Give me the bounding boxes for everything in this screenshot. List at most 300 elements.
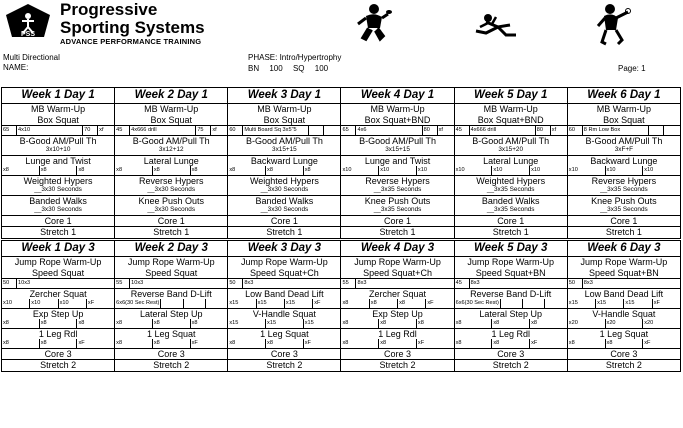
max-values	[248, 64, 328, 74]
exercise-2: Zercher Squat	[29, 288, 87, 299]
sets-row	[341, 339, 453, 348]
set-value: 45	[455, 126, 470, 134]
main-exercise: Speed Squat+Ch	[341, 268, 453, 280]
exercise-3: Backward Lunge	[250, 155, 318, 166]
warmup-exercise: Jump Rope Warm-Up	[580, 257, 668, 267]
sets-row	[228, 166, 340, 175]
exercise-4: Reverse Hypers	[138, 175, 204, 186]
day-cell	[455, 241, 567, 371]
core-exercise: Core 3	[2, 349, 114, 361]
core-exercise: Core 3	[228, 349, 340, 361]
exercise-4: 1 Leg Rdl	[378, 328, 417, 339]
sets-row	[228, 339, 340, 348]
main-exercise: Box Squat	[228, 115, 340, 127]
set-value	[649, 126, 664, 134]
set-value: x15	[228, 299, 256, 307]
exercise-2-sets: 3x10+10	[2, 146, 114, 155]
exercise-3: Exp Step Up	[32, 308, 84, 319]
set-value: x10	[455, 166, 493, 174]
sets-row	[455, 299, 567, 308]
main-exercise: Box Squat	[568, 115, 680, 127]
week-column-block1	[567, 88, 680, 239]
set-value: x20	[644, 320, 654, 327]
week-day-title: Week 4 Day 3	[341, 241, 453, 257]
set-value: x8	[492, 339, 530, 347]
set-value: x8	[228, 166, 266, 174]
set-value: x8	[191, 167, 198, 174]
exercise-4: 1 Leg Squat	[260, 328, 309, 339]
set-value: 45	[455, 279, 470, 287]
exercise-3: Lunge and Twist	[25, 155, 91, 166]
stretch-exercise: Stretch 1	[492, 227, 529, 238]
exercise-4-sets: __3x35 Seconds	[568, 186, 680, 195]
sets-row	[228, 126, 340, 135]
set-value: x8	[492, 319, 530, 327]
set-value: x8	[153, 339, 191, 347]
exercise-2: B-Good AM/Pull Th	[585, 135, 663, 146]
exercise-2: B-Good AM/Pull Th	[132, 135, 210, 146]
sets-row	[568, 339, 680, 348]
set-value: x8	[2, 339, 40, 347]
set-value: xF	[191, 340, 198, 347]
main-exercise: Speed Squat+BN	[568, 268, 680, 280]
set-value: x10	[30, 299, 58, 307]
set-value: 70	[83, 126, 98, 134]
set-value: x15	[596, 299, 624, 307]
set-value: xF	[417, 340, 425, 347]
sets-row	[115, 166, 227, 175]
week-day-title: Week 1 Day 1	[2, 88, 114, 104]
core-exercise: Core 1	[455, 216, 567, 228]
main-exercise: Box Squat	[2, 115, 114, 127]
sets-row	[115, 299, 227, 308]
day-cell	[2, 241, 114, 371]
sets-row	[341, 166, 453, 175]
sq-value: 100	[314, 64, 329, 73]
set-value: 60	[228, 126, 243, 134]
set-value: x8	[417, 320, 424, 327]
set-value: x8	[191, 320, 198, 327]
set-value: 6x6(30 Sec Rest)	[116, 300, 160, 307]
exercise-4: Weighted Hypers	[476, 175, 546, 186]
exercise-5-sets: __3x30 Seconds	[115, 206, 227, 215]
week-column-block2	[454, 241, 567, 372]
set-value: x8	[568, 339, 606, 347]
set-value: x15	[568, 299, 596, 307]
sets-row	[2, 319, 114, 328]
set-value: 50	[228, 279, 243, 287]
core-exercise: Core 3	[568, 349, 680, 361]
exercise-4: 1 Leg Squat	[599, 328, 649, 339]
name-label: NAME:	[3, 63, 29, 72]
exercise-5: Knee Push Outs	[591, 195, 657, 206]
set-value: x15	[285, 299, 313, 307]
set-value: x10	[568, 166, 606, 174]
stretch-exercise: Stretch 2	[605, 360, 642, 371]
set-value: 65	[341, 126, 356, 134]
phase-label: PHASE: Intro/Hypertrophy	[248, 53, 342, 62]
week-day-title: Week 5 Day 3	[455, 241, 567, 257]
day-cell	[228, 241, 340, 371]
sets-row	[568, 126, 680, 135]
set-value: xF	[304, 340, 311, 347]
exercise-2: Low Band Dead Lift	[584, 288, 664, 299]
set-value: x10	[2, 299, 30, 307]
set-value: 80	[423, 126, 438, 134]
bn-value: 100	[269, 64, 283, 73]
day-cell	[341, 241, 453, 371]
exercise-3: Exp Step Up	[372, 308, 423, 319]
set-value	[184, 299, 206, 307]
week-day-title: Week 6 Day 3	[568, 241, 680, 257]
week-day-title: Week 1 Day 3	[2, 241, 114, 257]
set-value: x8	[78, 320, 85, 327]
exercise-2-sets: 3x15+20	[455, 146, 567, 155]
exercise-5-sets: __3x30 Seconds	[228, 206, 340, 215]
exercise-2: B-Good AM/Pull Th	[19, 135, 97, 146]
sets-row	[568, 166, 680, 175]
sets-row	[568, 279, 680, 288]
set-value: x15	[304, 320, 314, 327]
sets-row	[2, 299, 114, 308]
core-exercise: Core 1	[115, 216, 227, 228]
warmup-exercise: MB Warm-Up	[257, 104, 312, 114]
set-value	[309, 126, 324, 134]
warmup-exercise: MB Warm-Up	[483, 104, 538, 114]
set-value: xf	[99, 127, 104, 134]
sets-row	[455, 166, 567, 175]
main-exercise: Box Squat+BND	[455, 115, 567, 127]
exercise-4-sets: __3x30 Seconds	[115, 186, 227, 195]
stretch-exercise: Stretch 2	[266, 360, 303, 371]
set-value: x8	[2, 319, 40, 327]
week-column-block1	[341, 88, 454, 239]
sets-row	[455, 339, 567, 348]
warmup-exercise: Jump Rope Warm-Up	[467, 257, 555, 267]
brand-line2: Sporting Systems	[60, 18, 205, 37]
set-value: 8x3	[357, 280, 367, 287]
set-value: 4x10	[17, 126, 83, 134]
set-value: 60	[568, 126, 583, 134]
sets-row	[228, 299, 340, 308]
set-value: 75	[196, 126, 211, 134]
exercise-3: V-Handle Squat	[252, 308, 316, 319]
core-exercise: Core 3	[115, 349, 227, 361]
set-value	[501, 299, 523, 307]
main-exercise: Speed Squat	[2, 268, 114, 280]
set-value: x8	[115, 319, 153, 327]
stretch-exercise: Stretch 2	[379, 360, 416, 371]
set-value: x8	[115, 339, 153, 347]
sets-row	[2, 166, 114, 175]
day-cell	[228, 88, 340, 238]
sets-row	[2, 339, 114, 348]
set-value: x20	[606, 319, 644, 327]
week-column-block1	[2, 88, 115, 239]
set-value: x8	[78, 167, 85, 174]
main-exercise: Speed Squat+BN	[455, 268, 567, 280]
week-day-title: Week 2 Day 1	[115, 88, 227, 104]
set-value: x8	[341, 319, 379, 327]
week-column-block2	[115, 241, 228, 372]
set-value: xf	[212, 127, 217, 134]
set-value: 55	[341, 279, 356, 287]
bn-label: BN	[248, 64, 260, 73]
set-value: x8	[40, 339, 78, 347]
set-value: 4x6	[356, 126, 422, 134]
set-value: x8	[455, 319, 493, 327]
set-value: x8	[266, 339, 304, 347]
sets-row	[341, 319, 453, 328]
stretch-exercise: Stretch 2	[153, 360, 190, 371]
week-day-title: Week 5 Day 1	[455, 88, 567, 104]
exercise-2-sets: 3x15+15	[228, 146, 340, 155]
exercise-3: Backward Lunge	[590, 155, 658, 166]
exercise-5-sets: __3x30 Seconds	[2, 206, 114, 215]
exercise-4-sets: __3x35 Seconds	[341, 186, 453, 195]
set-value	[161, 299, 183, 307]
exercise-3: Lateral Step Up	[479, 308, 542, 319]
sets-row	[228, 279, 340, 288]
main-exercise: Box Squat+BND	[341, 115, 453, 127]
baseball-pitcher-icon	[594, 2, 632, 46]
sets-row	[115, 339, 227, 348]
stretch-exercise: Stretch 2	[40, 360, 77, 371]
exercise-3: Lateral Lunge	[483, 155, 539, 166]
set-value: 55	[115, 279, 130, 287]
set-value: x15	[624, 299, 652, 307]
sets-row	[341, 279, 453, 288]
exercise-3: Lateral Lunge	[143, 155, 199, 166]
set-value: x8	[379, 319, 417, 327]
exercise-3: Lunge and Twist	[364, 155, 431, 166]
core-exercise: Core 3	[455, 349, 567, 361]
week-column-block2	[567, 241, 680, 372]
exercise-2-sets: 3x15+15	[341, 146, 453, 155]
set-value: x15	[228, 319, 266, 327]
warmup-exercise: MB Warm-Up	[30, 104, 86, 114]
set-value: x15	[257, 299, 285, 307]
main-exercise: Speed Squat	[115, 268, 227, 280]
set-value: x10	[492, 166, 530, 174]
block2-table	[1, 240, 681, 372]
set-value: xF	[653, 300, 660, 307]
set-value: x8	[115, 166, 153, 174]
exercise-2: Zercher Squat	[369, 288, 427, 299]
core-exercise: Core 1	[228, 216, 340, 228]
week-column-block1	[228, 88, 341, 239]
exercise-3: V-Handle Squat	[592, 308, 656, 319]
set-value	[523, 299, 545, 307]
set-value: xF	[87, 300, 95, 307]
set-value: 8x3	[470, 280, 480, 287]
set-value: 6x6(30 Sec Rest)	[455, 300, 499, 307]
set-value: x10	[59, 299, 87, 307]
exercise-4: Reverse Hypers	[591, 175, 657, 186]
day-cell	[568, 241, 680, 371]
set-value: x8	[341, 339, 379, 347]
day-cell	[455, 88, 567, 238]
warmup-exercise: Jump Rope Warm-Up	[127, 257, 215, 267]
stretch-exercise: Stretch 1	[153, 227, 190, 238]
sets-row	[228, 319, 340, 328]
page-number: Page: 1	[618, 64, 646, 73]
set-value: xF	[531, 340, 538, 347]
set-value: x8	[40, 166, 78, 174]
set-value: Multi Board Sq 3x5"5	[243, 126, 309, 134]
set-value: 8x3	[244, 280, 254, 287]
exercise-4: Weighted Hypers	[23, 175, 93, 186]
day-cell	[568, 88, 680, 238]
set-value: x8	[228, 339, 266, 347]
logo-text: PSS	[20, 31, 36, 38]
football-player-icon	[352, 2, 392, 44]
week-day-title: Week 6 Day 1	[568, 88, 680, 104]
sets-row	[568, 319, 680, 328]
exercise-3: Lateral Step Up	[139, 308, 203, 319]
sets-row	[2, 279, 114, 288]
warmup-exercise: Jump Rope Warm-Up	[14, 257, 102, 267]
sets-row	[455, 319, 567, 328]
main-exercise: Speed Squat+Ch	[228, 268, 340, 280]
pss-logo	[4, 3, 52, 39]
exercise-4: Reverse Hypers	[365, 175, 430, 186]
stretch-exercise: Stretch 1	[379, 227, 416, 238]
set-value: 65	[2, 126, 17, 134]
set-value: 10x3	[131, 280, 144, 287]
brand-block	[60, 1, 205, 46]
day-cell	[115, 88, 227, 238]
sets-row	[568, 299, 680, 308]
brand-line1: Progressive	[60, 0, 158, 19]
exercise-5: Banded Walks	[255, 195, 314, 206]
exercise-2-sets: 3x12+12	[115, 146, 227, 155]
set-value: x8	[153, 319, 191, 327]
set-value: 8x3	[583, 280, 593, 287]
program-name: Multi Directional	[3, 53, 60, 62]
exercise-2: B-Good AM/Pull Th	[472, 135, 550, 146]
set-value	[206, 299, 227, 307]
set-value: xf	[438, 127, 443, 134]
warmup-exercise: MB Warm-Up	[370, 104, 425, 114]
set-value: x8	[398, 299, 426, 307]
stretch-exercise: Stretch 1	[605, 227, 642, 238]
set-value: xf	[551, 127, 557, 134]
main-exercise: Box Squat	[115, 115, 227, 127]
sets-row	[455, 279, 567, 288]
set-value	[324, 126, 340, 134]
exercise-4: 1 Leg Squat	[146, 328, 196, 339]
exercise-2: Low Band Dead Lift	[245, 288, 324, 299]
set-value: x8	[304, 167, 311, 174]
sets-row	[115, 126, 227, 135]
exercise-4: 1 Leg Rdl	[38, 328, 78, 339]
set-value: 50	[568, 279, 583, 287]
core-exercise: Core 1	[2, 216, 114, 228]
week-day-title: Week 3 Day 1	[228, 88, 340, 104]
exercise-5-sets: __3x35 Seconds	[568, 206, 680, 215]
week-day-title: Week 4 Day 1	[341, 88, 453, 104]
exercise-2: B-Good AM/Pull Th	[245, 135, 323, 146]
sets-row	[115, 279, 227, 288]
exercise-2: B-Good AM/Pull Th	[359, 135, 436, 146]
set-value: x8	[379, 339, 417, 347]
exercise-2-sets: 3xF+F	[568, 146, 680, 155]
block1-table	[1, 87, 681, 239]
day-cell	[2, 88, 114, 238]
day-cell	[115, 241, 227, 371]
day-cell	[341, 88, 453, 238]
exercise-2: Reverse Band D-Lift	[470, 288, 552, 299]
warmup-exercise: MB Warm-Up	[144, 104, 199, 114]
set-value: x10	[606, 166, 644, 174]
set-value: 10x3	[18, 280, 31, 287]
set-value: x10	[341, 166, 379, 174]
set-value: x15	[266, 319, 304, 327]
week-column-block2	[228, 241, 341, 372]
sets-row	[341, 126, 453, 135]
set-value: xF	[427, 300, 434, 307]
exercise-5-sets: __3x35 Seconds	[455, 206, 567, 215]
set-value: x10	[379, 166, 417, 174]
exercise-5: Banded Walks	[481, 195, 540, 206]
set-value: x8	[341, 299, 369, 307]
set-value: 45	[115, 126, 130, 134]
exercise-5: Knee Push Outs	[364, 195, 431, 206]
exercise-4-sets: __3x35 Seconds	[455, 186, 567, 195]
set-value: 80	[536, 126, 551, 134]
set-value: x8	[40, 319, 78, 327]
week-day-title: Week 2 Day 3	[115, 241, 227, 257]
set-value: x10	[417, 167, 427, 174]
set-value: x20	[568, 319, 606, 327]
set-value: xF	[314, 300, 321, 307]
brand-tagline: ADVANCE PERFORMANCE TRAINING	[60, 37, 202, 46]
exercise-4: 1 Leg Rdl	[491, 328, 530, 339]
set-value: x8	[455, 339, 493, 347]
core-exercise: Core 3	[341, 349, 453, 361]
week-column-block2	[2, 241, 115, 372]
core-exercise: Core 1	[568, 216, 680, 228]
sets-row	[455, 126, 567, 135]
set-value: x8	[531, 320, 537, 327]
exercise-2: Reverse Band D-Lift	[130, 288, 212, 299]
exercise-5: Banded Walks	[29, 195, 87, 206]
set-value: xF	[78, 340, 85, 347]
set-value: 50	[2, 279, 17, 287]
stretch-exercise: Stretch 1	[40, 227, 77, 238]
set-value: x10	[531, 167, 541, 174]
sets-row	[341, 299, 453, 308]
set-value: x8	[153, 166, 191, 174]
exercise-5: Knee Push Outs	[138, 195, 204, 206]
set-value: x8	[370, 299, 398, 307]
set-value: x8	[2, 166, 40, 174]
set-value: x8	[606, 339, 644, 347]
exercise-4: Weighted Hypers	[249, 175, 319, 186]
set-value: 4x666 drill	[130, 126, 196, 134]
week-day-title: Week 3 Day 3	[228, 241, 340, 257]
stretch-exercise: Stretch 2	[492, 360, 529, 371]
warmup-exercise: Jump Rope Warm-Up	[241, 257, 328, 267]
set-value	[664, 126, 680, 134]
sets-row	[2, 126, 114, 135]
exercise-5-sets: __3x35 Seconds	[341, 206, 453, 215]
set-value: xF	[644, 340, 651, 347]
warmup-exercise: MB Warm-Up	[596, 104, 651, 114]
week-column-block1	[115, 88, 228, 239]
sets-row	[115, 319, 227, 328]
